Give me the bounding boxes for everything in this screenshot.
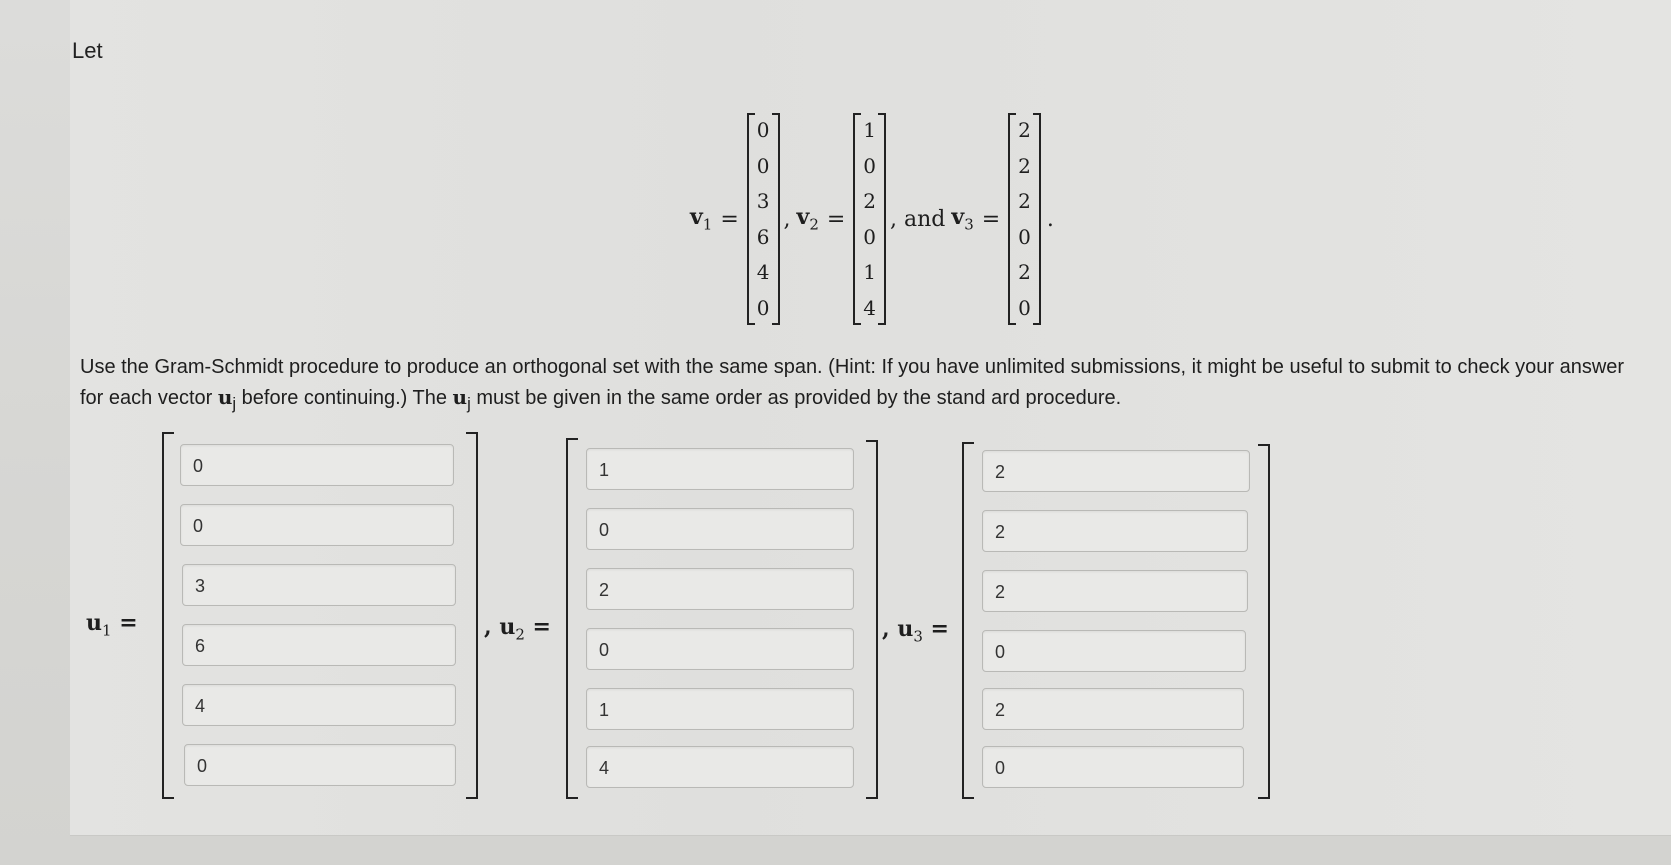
v1-entry: 0: [756, 295, 770, 320]
u3-entry-6-input[interactable]: 0: [982, 746, 1244, 788]
u1-left-bracket: [162, 432, 174, 799]
u2-entry-1-input[interactable]: 1: [586, 448, 854, 490]
v1-entry: 0: [756, 118, 770, 142]
instructions-text: Use the Gram-Schmidt procedure to produce an orthogonal set with the same span. (Hint: If you have unlimited submissions, it might be useful to submit to check your answer for each vector $u_j$ before continuing.) The $u_j$ must be given in the same order as provided by the stand ard procedure.: [80, 356, 1625, 413]
v3-matrix: [1008, 113, 1041, 325]
v1-matrix: [747, 113, 780, 325]
u2-entry-4-input[interactable]: 0: [586, 628, 854, 670]
v3-entry: 2: [1018, 260, 1031, 285]
u3-entry-1-input[interactable]: 2: [982, 450, 1250, 492]
v3-entry: 0: [1018, 224, 1031, 249]
u3-left-bracket: [962, 442, 974, 799]
v2-entry: 0: [863, 224, 877, 249]
and-text: , and: [890, 206, 946, 232]
u2-entry-6-input[interactable]: 4: [586, 746, 854, 788]
u1-right-bracket: [466, 432, 478, 799]
intro-text: Let: [72, 38, 103, 63]
given-vectors: [690, 108, 1054, 330]
u2-label: , $u_2$ =: [484, 614, 551, 644]
u2-entry-2-input[interactable]: 0: [586, 508, 854, 550]
comma: ,: [783, 206, 791, 232]
u3-entry-3-input[interactable]: 2: [982, 570, 1248, 612]
u2-entry-3-input[interactable]: 2: [586, 568, 854, 610]
equals-sign: =: [720, 206, 739, 232]
v1-entry: 4: [756, 260, 770, 285]
v3-entry: 2: [1018, 189, 1031, 214]
v1-entry: 0: [756, 153, 770, 178]
u2-right-bracket: [866, 440, 878, 799]
v2-entry: 2: [863, 189, 877, 214]
v3-entry: 2: [1018, 153, 1031, 178]
v1-label: $v_1$: [690, 204, 713, 234]
u3-entry-2-input[interactable]: 2: [982, 510, 1248, 552]
u3-right-bracket: [1258, 444, 1270, 799]
equals-sign: =: [826, 206, 846, 232]
u1-entry-3-input[interactable]: 3: [182, 564, 456, 606]
u1-entry-1-input[interactable]: 0: [180, 444, 454, 486]
equals-sign: =: [981, 206, 1001, 232]
v3-entry: 0: [1018, 295, 1031, 320]
v1-entry: 3: [756, 189, 770, 214]
period: .: [1046, 206, 1054, 232]
u3-label: , $u_3$ =: [882, 616, 949, 646]
u3-entry-5-input[interactable]: 2: [982, 688, 1244, 730]
v3-label: $v_3$: [951, 204, 974, 234]
u1-entry-4-input[interactable]: 6: [182, 624, 456, 666]
u1-label: $u_1$ =: [86, 610, 138, 640]
v1-entry: 6: [756, 224, 770, 249]
v2-entry: 0: [863, 153, 877, 178]
u1-entry-5-input[interactable]: 4: [182, 684, 456, 726]
v2-entry: 4: [863, 295, 877, 320]
v2-matrix: [853, 113, 886, 325]
u1-entry-2-input[interactable]: 0: [180, 504, 454, 546]
u2-entry-5-input[interactable]: 1: [586, 688, 854, 730]
v3-entry: 2: [1018, 118, 1031, 142]
u2-left-bracket: [566, 438, 578, 799]
v2-entry: 1: [863, 118, 877, 142]
u1-entry-6-input[interactable]: 0: [184, 744, 456, 786]
v2-entry: 1: [863, 260, 877, 285]
v2-label: $v_2$: [796, 204, 819, 234]
u3-entry-4-input[interactable]: 0: [982, 630, 1246, 672]
